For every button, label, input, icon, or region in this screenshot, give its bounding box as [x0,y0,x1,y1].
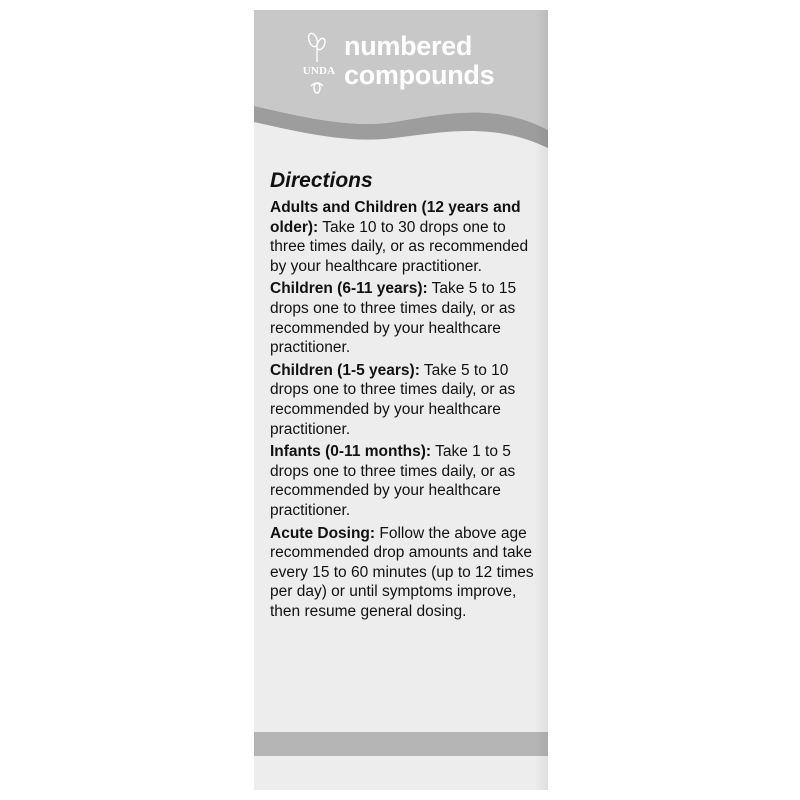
direction-item [270,524,544,622]
brand-line-1: numbered [344,31,473,61]
brand-title [344,32,494,90]
direction-text: Take 5 to 10 drops one to three times daily, or as recommended by your healthcare practitioner. [270,361,516,438]
direction-text: Take 5 to 15 drops one to three times daily, or as recommended by your healthcare practitioner. [270,280,517,357]
bottom-color-band [254,732,548,756]
logo-wordmark: UNDA [302,65,336,77]
direction-text: Take 10 to 30 drops one to three times daily, or as recommended by your healthcare practitioner. [270,218,529,275]
brand-line-2: compounds [344,60,495,90]
unda-logo [297,28,341,102]
directions-section [270,168,544,624]
direction-item [270,279,544,357]
direction-item [270,361,544,439]
product-package-panel [254,10,548,790]
direction-text: Take 1 to 5 drops one to three times daily, or as recommended by your healthcare practitioner. [270,443,516,519]
direction-label: Children (6-11 years): [270,280,428,298]
direction-item [270,442,544,520]
direction-label: Children (1-5 years): [270,361,420,379]
directions-heading: Directions [270,169,373,192]
direction-label: Adults and Children (12 years and older): [270,199,521,236]
direction-text: Follow the above age recommended drop amounts and take every 15 to 60 minutes (up to 12 times per day) or until symptoms improve, then resume general dosing. [270,524,534,620]
direction-item [270,198,544,276]
direction-label: Acute Dosing: [270,524,376,542]
direction-label: Infants (0-11 months): [270,443,432,461]
